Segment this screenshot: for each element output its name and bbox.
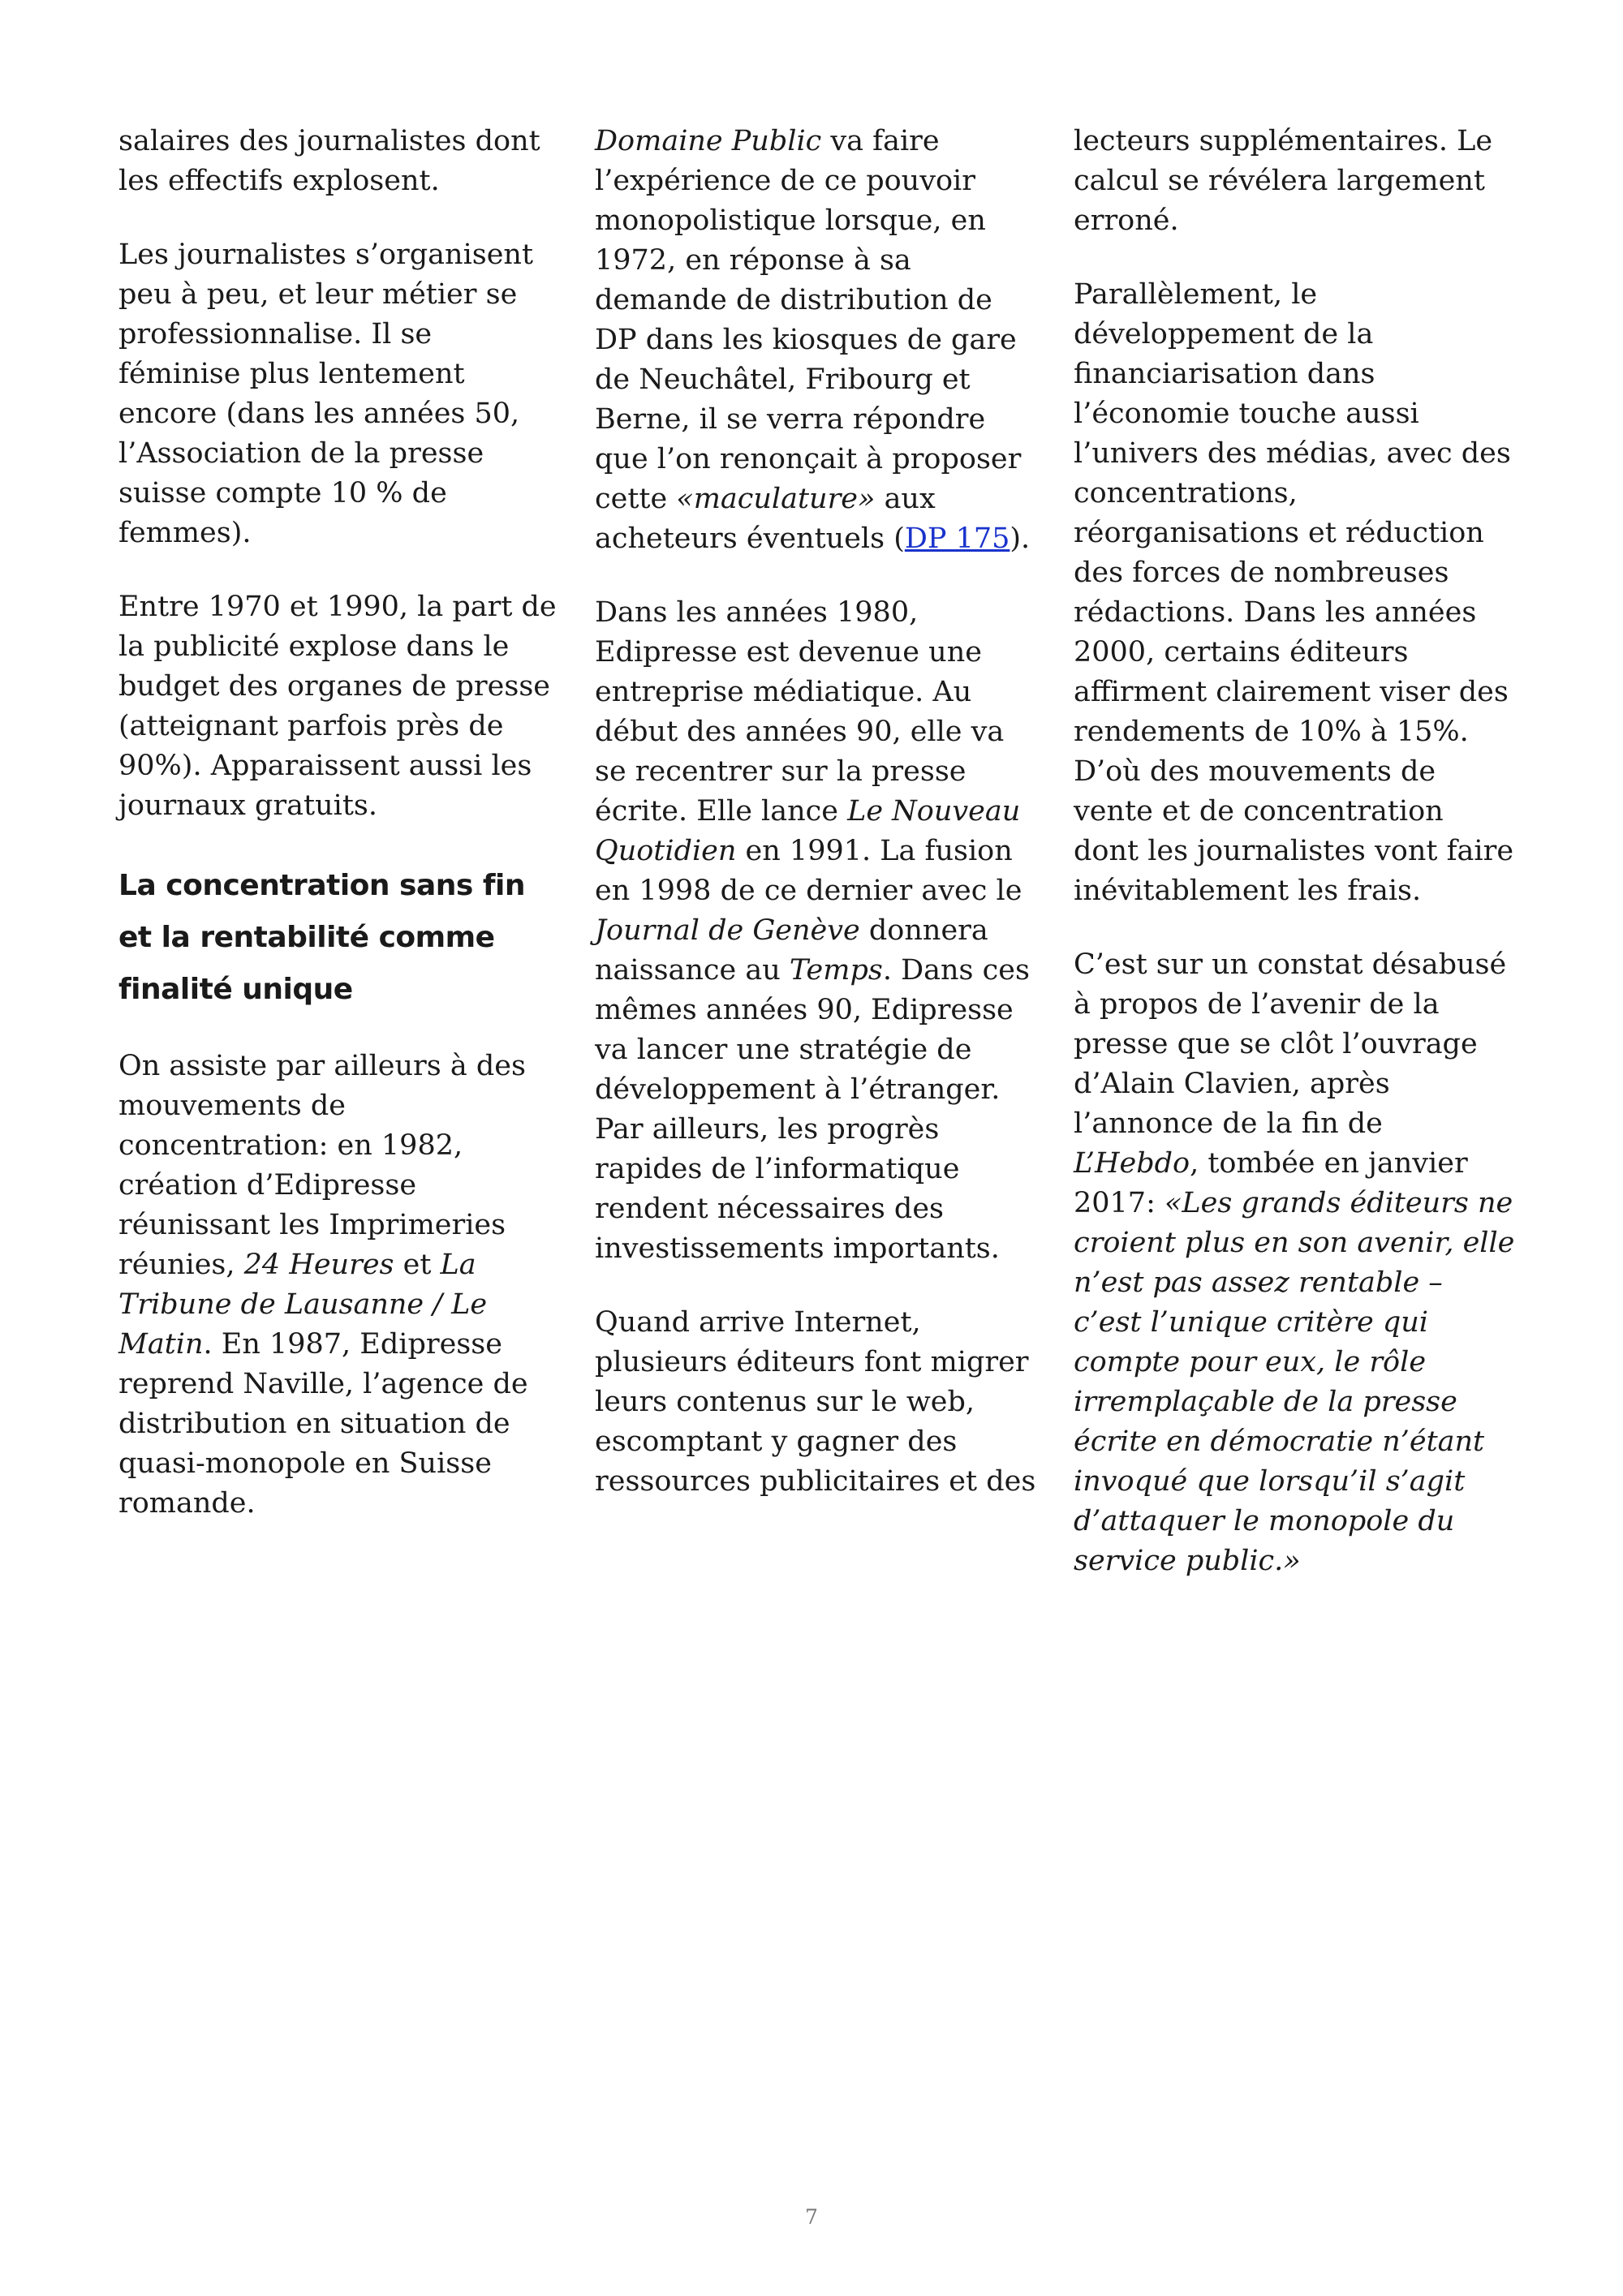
paragraph-constat [1074, 945, 1516, 1581]
paragraph-financiarisation [1074, 275, 1516, 911]
text-run: Parallèlement, le développement de la financiarisation dans l’économie touche aussi l’univers des médias, avec des concentrations, réorganisations et réduction des forces de nombreuses rédactions. Dans les années 2000, certains éditeurs affirment clairement viser des rendements de 10% à 15%. D’où des mouvements de vente et de concentration dont les journalistes vont faire inévitablement les frais. [1074, 278, 1514, 907]
newspaper-title: 24 Heures [243, 1249, 394, 1281]
text-run: . Dans ces mêmes années 90, Edipresse va lancer une stratégie de développement à l’étranger. Par ailleurs, les progrès rapides de l’informatique rendent nécessaires des investissements importants. [595, 954, 1030, 1265]
text-run: lecteurs supplémentaires. Le calcul se révélera largement erroné. [1074, 125, 1493, 237]
text-column-3 [1074, 122, 1516, 1615]
dp-175-link[interactable]: DP 175 [904, 522, 1010, 555]
newspaper-title: Temps [789, 954, 883, 987]
paragraph-salaires [118, 122, 557, 201]
text-run: ). [1010, 522, 1031, 555]
text-run: salaires des journalistes dont les effectifs explosent. [118, 125, 540, 197]
quotation: «Les grands éditeurs ne croient plus en son avenir, elle n’est pas assez rentable – c’est l’unique critère qui compte pour eux, le rôle irremplaçable de la presse écrite en démocratie n’étant invoqué que lorsqu’il s’agit d’attaquer le monopole du service public.» [1074, 1187, 1515, 1577]
text-run: . En 1987, Edipresse reprend Naville, l’agence de distribution en situation de quasi-monopole en Suisse romande. [118, 1328, 528, 1520]
newspaper-title: Le Nouveau Quotidien [595, 795, 1021, 867]
text-run: Dans les années 1980, Edipresse est devenue une entreprise médiatique. Au début des années 90, elle va se recentrer sur la presse écrite. Elle lance [595, 596, 1005, 828]
paragraph-edipresse-1980 [595, 593, 1037, 1269]
text-run: et [394, 1249, 441, 1281]
paragraph-publicite [118, 587, 557, 826]
text-run: , tombée en janvier 2017: [1074, 1147, 1468, 1219]
text-run: Quand arrive Internet, plusieurs éditeurs font migrer leurs contenus sur le web, escomptant y gagner des ressources publicitaires et des [595, 1306, 1036, 1498]
paragraph-concentration [118, 1047, 557, 1524]
text-run: va faire l’expérience de ce pouvoir monopolistique lorsque, en 1972, en réponse à sa demande de distribution de DP dans les kiosques de gare de Neuchâtel, Fribourg et Berne, il se verra répondre que l’on renonçait à proposer cette [595, 125, 1022, 515]
text-column-2 [595, 122, 1037, 1536]
quoted-term: «maculature» [676, 483, 876, 515]
paragraph-journalistes-organisent [118, 235, 557, 553]
newspaper-title: Journal de Genève [595, 914, 860, 947]
newspaper-title: La Tribune de Lausanne / Le Matin [118, 1249, 488, 1361]
paragraph-lecteurs [1074, 122, 1516, 241]
text-run: aux acheteurs éventuels ( [595, 483, 936, 555]
text-run: On assiste par ailleurs à des mouvements de concentration: en 1982, création d’Edipresse réunissant les Imprimeries réunies, [118, 1050, 526, 1281]
page-number: 7 [805, 2205, 818, 2229]
text-run: C’est sur un constat désabusé à propos de l’avenir de la presse que se clôt l’ouvrage d’Alain Clavien, après l’annonce de la fin de [1074, 948, 1507, 1140]
text-run: donnera naissance au [595, 914, 988, 987]
text-run: en 1991. La fusion en 1998 de ce dernier avec le [595, 835, 1022, 907]
text-run: Entre 1970 et 1990, la part de la publicité explose dans le budget des organes de presse (atteignant parfois près de 90%). Apparaissent aussi les journaux gratuits. [118, 591, 557, 822]
section-heading: La concentration sans fin et la rentabilité comme finalité unique [118, 869, 525, 1006]
text-column-1 [118, 122, 557, 1558]
text-run: Les journalistes s’organisent peu à peu, et leur métier se professionnalise. Il se féminise plus lentement encore (dans les années 50, l’Association de la presse suisse compte 10 % de femmes). [118, 239, 534, 549]
publication-title: Domaine Public [595, 125, 822, 157]
newspaper-title: L’Hebdo [1074, 1147, 1190, 1180]
paragraph-domaine-public [595, 122, 1037, 559]
paragraph-internet [595, 1303, 1037, 1502]
